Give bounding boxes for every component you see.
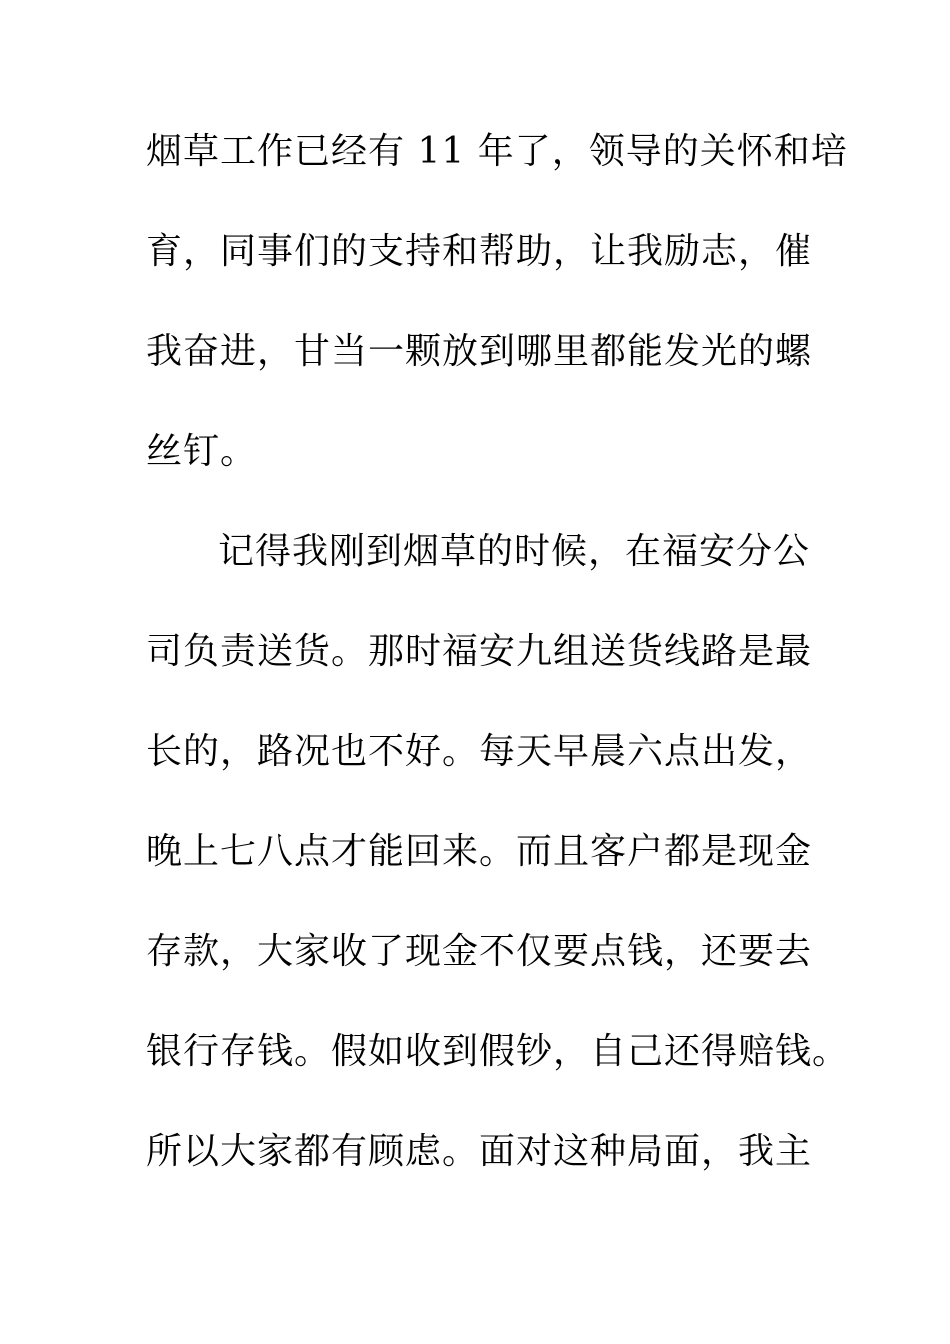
text-line: 育，同事们的支持和帮助，让我励志，催 (146, 231, 813, 272)
text-line: 烟草工作已经有 11 年了，领导的关怀和培 (146, 131, 848, 172)
text-line: 丝钉。 (146, 431, 258, 472)
text-line: 司负责送货。那时福安九组送货线路是最 (146, 631, 813, 672)
text-line: 长的，路况也不好。每天早晨六点出发， (146, 731, 813, 772)
text-line: 我奋进，甘当一颗放到哪里都能发光的螺 (146, 331, 813, 372)
text-line: 晚上七八点才能回来。而且客户都是现金 (146, 831, 813, 872)
paragraph-first-line: 记得我刚到烟草的时候，在福安分公 (218, 531, 811, 572)
text-line: 存款，大家收了现金不仅要点钱，还要去 (146, 931, 813, 972)
text-line: 所以大家都有顾虑。面对这种局面，我主 (146, 1131, 813, 1172)
text-line: 银行存钱。假如收到假钞，自己还得赔钱。 (146, 1031, 850, 1072)
